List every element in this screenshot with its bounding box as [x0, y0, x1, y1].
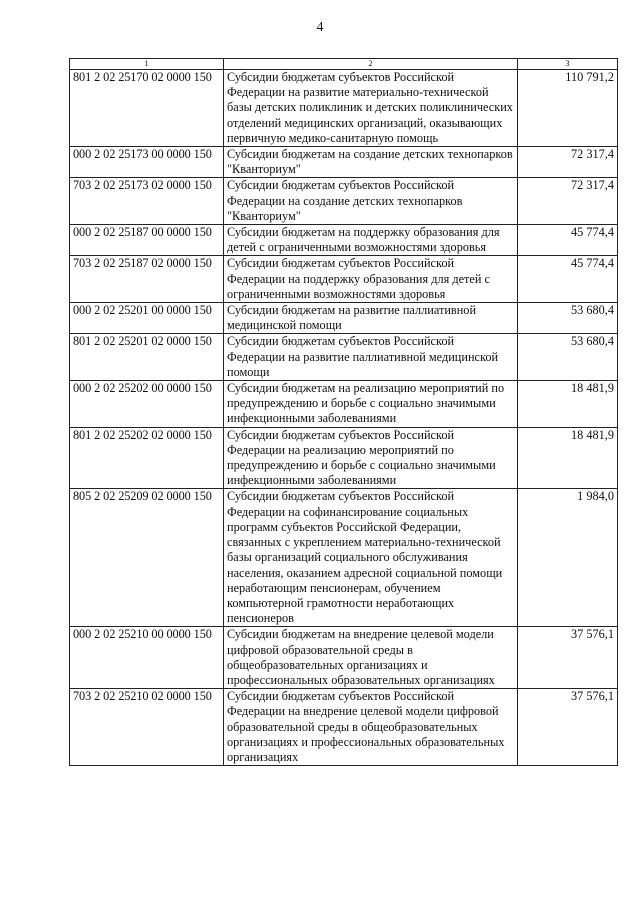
description-cell: Субсидии бюджетам на развитие паллиативной медицинской помощи: [224, 303, 518, 334]
amount-cell: 37 576,1: [518, 689, 618, 766]
budget-code-cell: 000 2 02 25202 00 0000 150: [70, 381, 224, 428]
budget-code-cell: 000 2 02 25187 00 0000 150: [70, 225, 224, 256]
table-row: [70, 627, 618, 689]
column-number-1: 1: [70, 59, 224, 70]
description-cell: Субсидии бюджетам субъектов Российской Федерации на развитие паллиативной медицинской помощи: [224, 334, 518, 381]
table-row: [70, 489, 618, 627]
amount-cell: 45 774,4: [518, 256, 618, 303]
column-number-3: 3: [518, 59, 618, 70]
table-row: [70, 256, 618, 303]
description-cell: Субсидии бюджетам субъектов Российской Федерации на создание детских технопарков "Кванториум": [224, 178, 518, 225]
budget-code-cell: 000 2 02 25201 00 0000 150: [70, 303, 224, 334]
amount-cell: 53 680,4: [518, 303, 618, 334]
amount-cell: 72 317,4: [518, 178, 618, 225]
description-cell: Субсидии бюджетам субъектов Российской Федерации на реализацию мероприятий по предупреждению и борьбе с социально значимыми инфекционными заболеваниями: [224, 427, 518, 489]
table-row: [70, 225, 618, 256]
description-cell: Субсидии бюджетам на поддержку образования для детей с ограниченными возможностями здоровья: [224, 225, 518, 256]
amount-cell: 110 791,2: [518, 70, 618, 147]
table-row: [70, 303, 618, 334]
amount-cell: 1 984,0: [518, 489, 618, 627]
table-row: [70, 70, 618, 147]
description-cell: Субсидии бюджетам субъектов Российской Федерации на поддержку образования для детей с ограниченными возможностями здоровья: [224, 256, 518, 303]
budget-code-cell: 805 2 02 25209 02 0000 150: [70, 489, 224, 627]
table-row: [70, 178, 618, 225]
description-cell: Субсидии бюджетам субъектов Российской Федерации на развитие материально-технической базы детских поликлиник и детских поликлинических отделений медицинских организаций, оказывающих первичную медико-санитарную помощь: [224, 70, 518, 147]
budget-code-cell: 703 2 02 25210 02 0000 150: [70, 689, 224, 766]
budget-code-cell: 703 2 02 25173 02 0000 150: [70, 178, 224, 225]
description-cell: Субсидии бюджетам на внедрение целевой модели цифровой образовательной среды в общеобразовательных организациях и профессиональных образовательных организациях: [224, 627, 518, 689]
amount-cell: 37 576,1: [518, 627, 618, 689]
description-cell: Субсидии бюджетам на создание детских технопарков "Кванториум": [224, 147, 518, 178]
budget-code-cell: 801 2 02 25201 02 0000 150: [70, 334, 224, 381]
budget-table: [69, 58, 618, 766]
page-number: 4: [316, 20, 324, 35]
table-row: [70, 334, 618, 381]
column-number-2: 2: [224, 59, 518, 70]
amount-cell: 72 317,4: [518, 147, 618, 178]
amount-cell: 18 481,9: [518, 427, 618, 489]
description-cell: Субсидии бюджетам субъектов Российской Федерации на софинансирование социальных программ субъектов Российской Федерации, связанных с укреплением материально-технической базы организаций социального обслуживания населения, оказанием адресной социальной помощи неработающим пенсионерам, обучением компьютерной грамотности неработающих пенсионеров: [224, 489, 518, 627]
table-row: [70, 147, 618, 178]
budget-code-cell: 000 2 02 25173 00 0000 150: [70, 147, 224, 178]
budget-code-cell: 703 2 02 25187 02 0000 150: [70, 256, 224, 303]
description-cell: Субсидии бюджетам субъектов Российской Федерации на внедрение целевой модели цифровой образовательной среды в общеобразовательных организациях и профессиональных образовательных организациях: [224, 689, 518, 766]
column-number-row: [70, 59, 618, 70]
description-cell: Субсидии бюджетам на реализацию мероприятий по предупреждению и борьбе с социально значимыми инфекционными заболеваниями: [224, 381, 518, 428]
table-row: [70, 427, 618, 489]
amount-cell: 53 680,4: [518, 334, 618, 381]
amount-cell: 45 774,4: [518, 225, 618, 256]
table-row: [70, 381, 618, 428]
budget-code-cell: 000 2 02 25210 00 0000 150: [70, 627, 224, 689]
amount-cell: 18 481,9: [518, 381, 618, 428]
table-row: [70, 689, 618, 766]
budget-code-cell: 801 2 02 25202 02 0000 150: [70, 427, 224, 489]
budget-code-cell: 801 2 02 25170 02 0000 150: [70, 70, 224, 147]
